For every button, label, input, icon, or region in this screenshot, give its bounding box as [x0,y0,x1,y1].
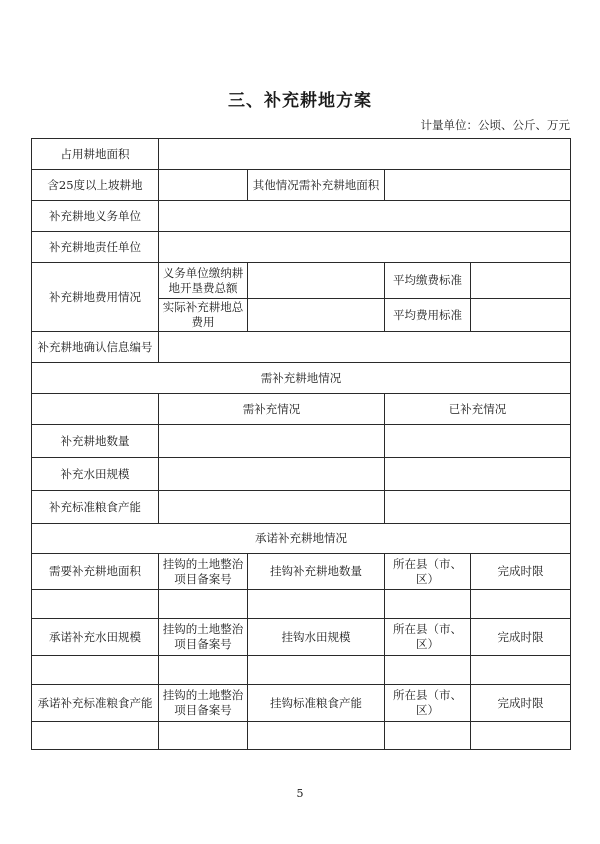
value-commit-grain[interactable] [32,722,159,750]
label-county-2: 所在县（市、区） [385,619,471,656]
row-responsible-unit [32,232,571,263]
row-cost-paid [32,263,571,299]
row-commit-grain-values [32,722,571,750]
value-deadline-2[interactable] [471,656,571,685]
row-need-quantity [32,425,571,458]
row-confirm-no [32,332,571,363]
value-done-grain[interactable] [385,491,571,524]
row-occupied-area [32,139,571,170]
value-need-area[interactable] [32,590,159,619]
label-need-quantity: 补充耕地数量 [32,425,159,458]
value-county-3[interactable] [385,722,471,750]
value-linked-project-1[interactable] [159,590,248,619]
row-need-columns [32,394,571,425]
row-obligation-unit [32,201,571,232]
col-header-done: 已补充情况 [385,394,571,425]
label-need-paddy: 补充水田规模 [32,458,159,491]
label-slope-land: 含25度以上坡耕地 [32,170,159,201]
label-avg-cost-standard: 平均费用标准 [385,299,471,332]
value-occupied-area[interactable] [159,139,571,170]
label-obligation-unit: 补充耕地义务单位 [32,201,159,232]
label-need-area: 需要补充耕地面积 [32,554,159,590]
row-need-heading [32,363,571,394]
label-need-grain: 补充标准粮食产能 [32,491,159,524]
value-obligation-unit[interactable] [159,201,571,232]
value-linked-grain[interactable] [248,722,385,750]
measurement-unit: 计量单位：公顷、公斤、万元 [420,118,570,132]
row-commit-area-header [32,554,571,590]
label-linked-project-2: 挂钩的土地整治项目备案号 [159,619,248,656]
value-slope-land[interactable] [159,170,248,201]
label-linked-project-3: 挂钩的土地整治项目备案号 [159,685,248,722]
value-commit-paddy[interactable] [32,656,159,685]
supplement-farmland-table [31,138,571,750]
label-confirm-no: 补充耕地确认信息编号 [32,332,159,363]
label-county-1: 所在县（市、区） [385,554,471,590]
value-done-quantity[interactable] [385,425,571,458]
value-linked-project-3[interactable] [159,722,248,750]
label-deadline-1: 完成时限 [471,554,571,590]
label-responsible-unit: 补充耕地责任单位 [32,232,159,263]
label-linked-quantity: 挂钩补充耕地数量 [248,554,385,590]
value-linked-project-2[interactable] [159,656,248,685]
need-corner-cell [32,394,159,425]
value-avg-cost-standard[interactable] [471,299,571,332]
label-linked-grain: 挂钩标准粮食产能 [248,685,385,722]
label-deadline-3: 完成时限 [471,685,571,722]
label-cost: 补充耕地费用情况 [32,263,159,332]
commit-section-heading: 承诺补充耕地情况 [32,524,571,554]
row-need-grain [32,491,571,524]
value-need-quantity[interactable] [159,425,385,458]
value-done-paddy[interactable] [385,458,571,491]
row-commit-heading [32,524,571,554]
row-need-paddy [32,458,571,491]
value-other-area[interactable] [385,170,571,201]
label-actual-cost-total: 实际补充耕地总费用 [159,299,248,332]
value-need-paddy[interactable] [159,458,385,491]
need-section-heading: 需补充耕地情况 [32,363,571,394]
value-cost-paid-total[interactable] [248,263,385,299]
label-other-area: 其他情况需补充耕地面积 [248,170,385,201]
label-avg-paid-standard: 平均缴费标准 [385,263,471,299]
value-county-1[interactable] [385,590,471,619]
row-commit-area-values [32,590,571,619]
label-linked-paddy: 挂钩水田规模 [248,619,385,656]
label-commit-paddy: 承诺补充水田规模 [32,619,159,656]
value-avg-paid-standard[interactable] [471,263,571,299]
label-linked-project-1: 挂钩的土地整治项目备案号 [159,554,248,590]
label-county-3: 所在县（市、区） [385,685,471,722]
row-slope-land [32,170,571,201]
value-county-2[interactable] [385,656,471,685]
value-need-grain[interactable] [159,491,385,524]
value-confirm-no[interactable] [159,332,571,363]
row-commit-paddy-header [32,619,571,656]
page-title: 三、补充耕地方案 [228,91,372,111]
value-linked-quantity[interactable] [248,590,385,619]
col-header-need: 需补充情况 [159,394,385,425]
label-commit-grain: 承诺补充标准粮食产能 [32,685,159,722]
label-occupied-area: 占用耕地面积 [32,139,159,170]
value-deadline-3[interactable] [471,722,571,750]
row-commit-grain-header [32,685,571,722]
row-commit-paddy-values [32,656,571,685]
value-deadline-1[interactable] [471,590,571,619]
value-actual-cost-total[interactable] [248,299,385,332]
label-cost-paid-total: 义务单位缴纳耕地开垦费总额 [159,263,248,299]
label-deadline-2: 完成时限 [471,619,571,656]
value-responsible-unit[interactable] [159,232,571,263]
value-linked-paddy[interactable] [248,656,385,685]
page-number: 5 [296,787,304,800]
